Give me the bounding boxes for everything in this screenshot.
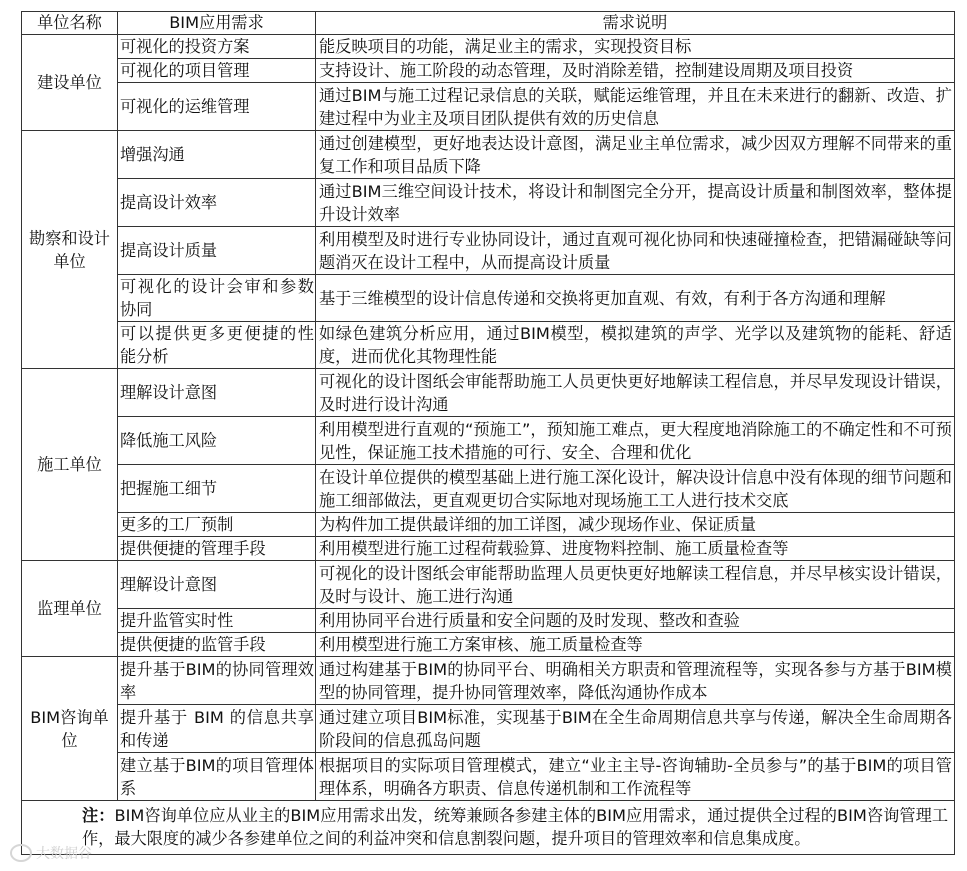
need-cell: 理解设计意图	[118, 369, 316, 417]
desc-cell: 基于三维模型的设计信息传递和交换将更加直观、有效，有利于各方沟通和理解	[316, 275, 955, 322]
need-cell: 提高设计效率	[118, 179, 316, 227]
desc-cell: 可视化的设计图纸会审能帮助监理人员更快更好地解读工程信息，并尽早核实设计错误，及时与设计、施工进行沟通	[316, 561, 955, 609]
need-cell: 可视化的设计会审和参数协同	[118, 275, 316, 322]
desc-cell: 能反映项目的功能，满足业主的需求，实现投资目标	[316, 35, 955, 59]
need-cell: 更多的工厂预制	[118, 513, 316, 537]
watermark	[10, 843, 92, 863]
note-row	[22, 801, 955, 855]
table-row	[22, 609, 955, 633]
need-cell: 提升基于 BIM 的信息共享和传递	[118, 705, 316, 753]
table-row	[22, 35, 955, 59]
desc-cell: 根据项目的实际项目管理模式，建立“业主主导-咨询辅助-全员参与”的基于BIM的项目管理体系，明确各方职责、信息传递机制和工作流程等	[316, 753, 955, 801]
header-row	[22, 12, 955, 35]
desc-cell: 通过BIM与施工过程记录信息的关联，赋能运维管理，并且在未来进行的翻新、改造、扩建过程中为业主及项目团队提供有效的历史信息	[316, 83, 955, 131]
table-row	[22, 561, 955, 609]
desc-cell: 通过构建基于BIM的协同平台、明确相关方职责和管理流程等，实现各参与方基于BIM模型的协同管理，提升协同管理效率，降低沟通协作成本	[316, 657, 955, 705]
table-row	[22, 275, 955, 322]
table-row	[22, 369, 955, 417]
table-row	[22, 657, 955, 705]
need-cell: 降低施工风险	[118, 417, 316, 465]
note-text: BIM咨询单位应从业主的BIM应用需求出发，统筹兼顾各参建主体的BIM应用需求，通过提供全过程的BIM咨询管理工作，最大限度的减少各参建单位之间的利益冲突和信息割裂问题，提升项目的管理效率和信息集成度。	[82, 806, 949, 848]
need-cell: 提供便捷的监管手段	[118, 633, 316, 657]
table-row	[22, 59, 955, 83]
desc-cell: 通过创建模型，更好地表达设计意图，满足业主单位需求，减少因双方理解不同带来的重复工作和项目品质下降	[316, 131, 955, 179]
table-row	[22, 753, 955, 801]
unit-cell-survey-design: 勘察和设计单位	[22, 131, 118, 369]
need-cell: 提高设计质量	[118, 227, 316, 275]
table-row	[22, 513, 955, 537]
desc-cell: 如绿色建筑分析应用，通过BIM模型，模拟建筑的声学、光学以及建筑物的能耗、舒适度，进而优化其物理性能	[316, 322, 955, 369]
unit-cell-bim-consultant: BIM咨询单位	[22, 657, 118, 801]
table-row	[22, 537, 955, 561]
need-cell: 建立基于BIM的项目管理体系	[118, 753, 316, 801]
table-row	[22, 227, 955, 275]
table-row	[22, 417, 955, 465]
desc-cell: 可视化的设计图纸会审能帮助施工人员更快更好地解读工程信息，并尽早发现设计错误，及时进行设计沟通	[316, 369, 955, 417]
need-cell: 理解设计意图	[118, 561, 316, 609]
bim-requirements-table	[21, 11, 955, 855]
table-row	[22, 465, 955, 513]
table-row	[22, 633, 955, 657]
table-row	[22, 705, 955, 753]
desc-cell: 利用模型进行直观的“预施工”，预知施工难点，更大程度地消除施工的不确定性和不可预见性，保证施工技术措施的可行、安全、合理和优化	[316, 417, 955, 465]
need-cell: 提升基于BIM的协同管理效率	[118, 657, 316, 705]
note-cell	[22, 801, 955, 855]
unit-cell-contractor: 施工单位	[22, 369, 118, 561]
need-cell: 把握施工细节	[118, 465, 316, 513]
desc-cell: 利用模型及时进行专业协同设计，通过直观可视化协同和快速碰撞检查，把错漏碰缺等问题消灭在设计工程中，从而提高设计质量	[316, 227, 955, 275]
need-cell: 可视化的项目管理	[118, 59, 316, 83]
desc-cell: 通过BIM三维空间设计技术，将设计和制图完全分开，提高设计质量和制图效率，整体提升设计效率	[316, 179, 955, 227]
watermark-logo-icon	[10, 844, 32, 862]
table-row	[22, 83, 955, 131]
header-desc: 需求说明	[316, 12, 955, 35]
watermark-text: 大数据谷	[36, 846, 92, 862]
desc-cell: 利用模型进行施工过程荷载验算、进度物料控制、施工质量检查等	[316, 537, 955, 561]
table-row	[22, 131, 955, 179]
header-unit: 单位名称	[22, 12, 118, 35]
desc-cell: 支持设计、施工阶段的动态管理，及时消除差错，控制建设周期及项目投资	[316, 59, 955, 83]
desc-cell: 通过建立项目BIM标准，实现基于BIM在全生命周期信息共享与传递，解决全生命周期各阶段间的信息孤岛问题	[316, 705, 955, 753]
desc-cell: 为构件加工提供最详细的加工详图，减少现场作业、保证质量	[316, 513, 955, 537]
note-label: 注：	[82, 806, 115, 825]
desc-cell: 在设计单位提供的模型基础上进行施工深化设计，解决设计信息中没有体现的细节问题和施工细部做法，更直观更切合实际地对现场施工工人进行技术交底	[316, 465, 955, 513]
need-cell: 可以提供更多更便捷的性能分析	[118, 322, 316, 369]
need-cell: 提升监管实时性	[118, 609, 316, 633]
table-row	[22, 179, 955, 227]
unit-cell-construction-owner: 建设单位	[22, 35, 118, 131]
need-cell: 增强沟通	[118, 131, 316, 179]
desc-cell: 利用协同平台进行质量和安全问题的及时发现、整改和查验	[316, 609, 955, 633]
table-row	[22, 322, 955, 369]
need-cell: 提供便捷的管理手段	[118, 537, 316, 561]
unit-cell-supervisor: 监理单位	[22, 561, 118, 657]
header-need: BIM应用需求	[118, 12, 316, 35]
need-cell: 可视化的投资方案	[118, 35, 316, 59]
desc-cell: 利用模型进行施工方案审核、施工质量检查等	[316, 633, 955, 657]
need-cell: 可视化的运维管理	[118, 83, 316, 131]
